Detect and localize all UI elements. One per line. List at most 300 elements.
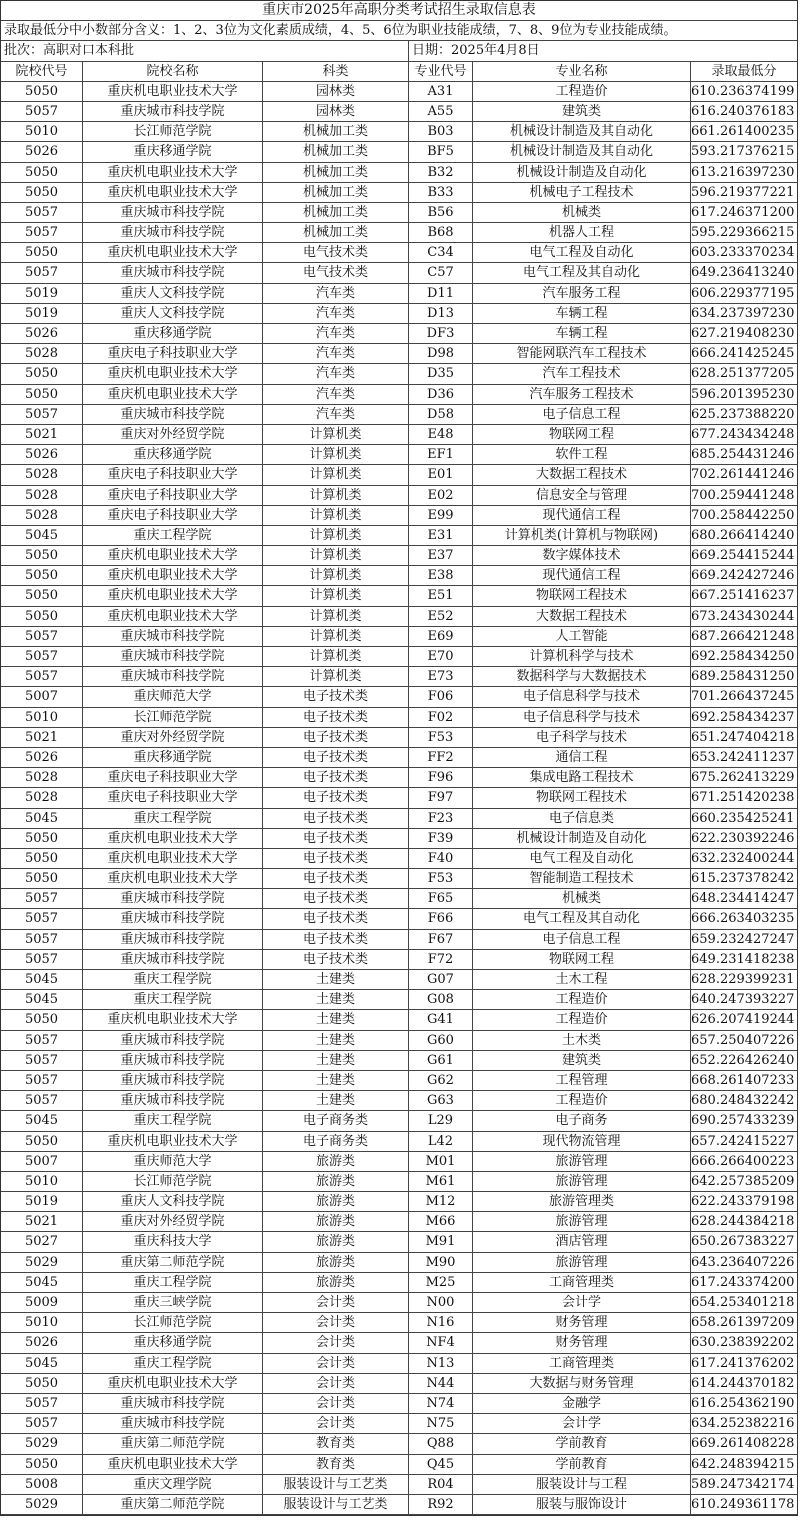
cell-category: 计算机类 [263,647,409,666]
table-row [1,1495,797,1515]
cell-min-score: 700.259441248 [691,487,795,503]
cell-school-code: 5050 [1,364,83,383]
cell-category: 土建类 [263,1091,409,1110]
cell-major-name: 土木类 [473,1031,691,1050]
cell-major-name: 旅游管理 [473,1253,691,1272]
cell-min-score: 657.242415227 [691,1133,795,1149]
cell-major-name: 物联网工程 [473,425,691,444]
cell-school-code: 5057 [1,889,83,908]
cell-major-name: 电子科学与技术 [473,728,691,747]
cell-category: 计算机类 [263,425,409,444]
cell-school-code: 5045 [1,990,83,1009]
cell-major-name: 工商管理类 [473,1354,691,1373]
cell-min-score: 634.252382216 [691,1416,795,1432]
cell-category: 会计类 [263,1354,409,1373]
cell-school-name: 重庆城市科技学院 [83,909,263,928]
cell-major-code: G41 [409,1010,473,1029]
table-row [1,970,797,990]
cell-major-name: 电气工程及自动化 [473,849,691,868]
cell-min-score: 614.244370182 [691,1375,795,1391]
cell-major-name: 机器人工程 [473,223,691,242]
cell-min-score: 610.249361178 [691,1496,795,1512]
cell-school-name: 重庆人文科技学院 [83,284,263,303]
cell-school-code: 5021 [1,1212,83,1231]
cell-school-name: 重庆工程学院 [83,990,263,1009]
cell-school-code: 5057 [1,1051,83,1070]
cell-category: 旅游类 [263,1172,409,1191]
cell-school-name: 重庆机电职业技术大学 [83,385,263,404]
cell-category: 计算机类 [263,526,409,545]
cell-category: 机械加工类 [263,122,409,141]
cell-school-code: 5045 [1,1354,83,1373]
cell-major-name: 电子信息工程 [473,405,691,424]
cell-major-code: E51 [409,586,473,605]
table-row [1,869,797,889]
cell-min-score: 659.232427247 [691,931,795,947]
cell-major-code: E73 [409,667,473,686]
cell-min-score: 625.237388220 [691,406,795,422]
batch-label: 批次：高职对口本科批 [1,41,409,60]
cell-category: 电子技术类 [263,849,409,868]
cell-category: 计算机类 [263,465,409,484]
table-row [1,425,797,445]
cell-school-name: 重庆机电职业技术大学 [83,1010,263,1029]
cell-major-code: M91 [409,1232,473,1251]
cell-category: 电子技术类 [263,708,409,727]
cell-school-code: 5010 [1,122,83,141]
table-row [1,344,797,364]
cell-school-name: 重庆电子科技职业大学 [83,768,263,787]
cell-school-code: 5028 [1,768,83,787]
cell-school-code: 5057 [1,1414,83,1433]
cell-category: 会计类 [263,1313,409,1332]
cell-major-name: 机械电子工程技术 [473,183,691,202]
cell-major-name: 机械类 [473,889,691,908]
cell-school-code: 5009 [1,1293,83,1312]
cell-school-name: 重庆人文科技学院 [83,304,263,323]
table-row [1,647,797,667]
cell-category: 会计类 [263,1333,409,1352]
cell-school-name: 重庆机电职业技术大学 [83,607,263,626]
cell-school-code: 5029 [1,1495,83,1514]
cell-school-code: 5050 [1,163,83,182]
cell-min-score: 643.236407226 [691,1254,795,1270]
cell-major-code: D35 [409,364,473,383]
table-row [1,1172,797,1192]
cell-major-name: 服装与服饰设计 [473,1495,691,1514]
cell-major-name: 会计学 [473,1414,691,1433]
cell-major-code: Q45 [409,1455,473,1474]
table-row [1,506,797,526]
cell-school-name: 重庆对外经贸学院 [83,425,263,444]
cell-category: 旅游类 [263,1152,409,1171]
cell-major-name: 机械设计制造及其自动化 [473,142,691,161]
cell-category: 电子商务类 [263,1111,409,1130]
cell-major-code: A55 [409,102,473,121]
cell-category: 计算机类 [263,627,409,646]
cell-major-code: R04 [409,1475,473,1494]
cell-major-code: F72 [409,950,473,969]
cell-min-score: 628.229399231 [691,972,795,987]
cell-major-code: M66 [409,1212,473,1231]
cell-min-score: 649.236413240 [691,265,795,281]
table-row [1,526,797,546]
cell-major-code: F40 [409,849,473,868]
cell-category: 服装设计与工艺类 [263,1495,409,1514]
cell-category: 机械加工类 [263,142,409,161]
table-row [1,284,797,304]
cell-min-score: 616.240376183 [691,103,795,119]
cell-min-score: 617.246371200 [691,204,795,220]
table-row [1,1232,797,1252]
cell-major-code: A31 [409,82,473,101]
cell-major-code: B68 [409,223,473,242]
cell-school-code: 5045 [1,1111,83,1130]
cell-major-name: 电气工程及其自动化 [473,909,691,928]
cell-category: 汽车类 [263,284,409,303]
cell-major-name: 大数据工程技术 [473,465,691,484]
cell-major-name: 物联网工程技术 [473,788,691,807]
cell-category: 会计类 [263,1394,409,1413]
table-row [1,1253,797,1273]
cell-min-score: 700.258442250 [691,507,795,523]
cell-major-name: 学前教育 [473,1455,691,1474]
cell-major-name: 工程造价 [473,1091,691,1110]
cell-category: 教育类 [263,1434,409,1453]
cell-school-name: 重庆城市科技学院 [83,1394,263,1413]
cell-school-name: 重庆三峡学院 [83,1293,263,1312]
cell-major-name: 学前教育 [473,1434,691,1453]
cell-school-code: 5019 [1,1192,83,1211]
cell-major-name: 物联网工程技术 [473,586,691,605]
cell-school-name: 重庆第二师范学院 [83,1434,263,1453]
cell-school-code: 5057 [1,1071,83,1090]
cell-major-name: 数据科学与大数据技术 [473,667,691,686]
cell-category: 土建类 [263,1010,409,1029]
cell-school-name: 重庆城市科技学院 [83,263,263,282]
cell-category: 计算机类 [263,667,409,686]
cell-school-code: 5026 [1,748,83,767]
cell-school-name: 重庆电子科技职业大学 [83,486,263,505]
cell-min-score: 669.242427246 [691,568,795,584]
cell-major-code: D98 [409,344,473,363]
cell-school-code: 5050 [1,385,83,404]
table-row [1,667,797,687]
cell-min-score: 627.219408230 [691,326,795,341]
header-major-name: 专业名称 [473,62,691,81]
cell-major-name: 电子信息科学与技术 [473,687,691,706]
cell-major-name: 建筑类 [473,102,691,121]
cell-category: 汽车类 [263,385,409,404]
batch-row [1,41,797,61]
cell-category: 电子技术类 [263,909,409,928]
cell-school-code: 5057 [1,1031,83,1050]
cell-major-name: 机械设计制造及自动化 [473,829,691,848]
cell-school-name: 重庆工程学院 [83,970,263,989]
cell-school-code: 5028 [1,506,83,525]
cell-min-score: 617.243374200 [691,1274,795,1290]
cell-school-name: 重庆工程学院 [83,809,263,828]
cell-school-name: 重庆电子科技职业大学 [83,344,263,363]
cell-major-code: E31 [409,526,473,545]
cell-min-score: 690.257433239 [691,1113,795,1129]
header-min-score: 录取最低分 [711,63,777,79]
table-row [1,627,797,647]
cell-school-name: 重庆城市科技学院 [83,647,263,666]
table-row [1,324,797,344]
table-row [1,163,797,183]
cell-category: 汽车类 [263,405,409,424]
cell-school-name: 重庆机电职业技术大学 [83,586,263,605]
cell-school-name: 重庆对外经贸学院 [83,1212,263,1231]
cell-min-score: 650.267383227 [691,1234,795,1250]
cell-min-score: 616.254362190 [691,1395,795,1411]
header-major-code: 专业代号 [409,62,473,81]
cell-major-name: 机械设计制造及其自动化 [473,122,691,141]
cell-major-name: 建筑类 [473,1051,691,1070]
cell-major-code: C34 [409,243,473,262]
cell-min-score: 603.233370234 [691,245,795,261]
cell-school-name: 重庆师范大学 [83,1152,263,1171]
cell-school-code: 5026 [1,445,83,464]
cell-school-code: 5050 [1,183,83,202]
cell-major-code: F39 [409,829,473,848]
cell-major-code: E01 [409,465,473,484]
cell-category: 机械加工类 [263,223,409,242]
cell-school-name: 重庆师范大学 [83,687,263,706]
cell-school-code: 5057 [1,223,83,242]
table-row [1,546,797,566]
cell-category: 园林类 [263,102,409,121]
cell-school-code: 5057 [1,667,83,686]
cell-major-code: F96 [409,768,473,787]
cell-min-score: 657.250407226 [691,1032,795,1048]
cell-school-code: 5050 [1,546,83,565]
cell-category: 土建类 [263,1051,409,1070]
table-row [1,1152,797,1172]
cell-major-code: EF1 [409,445,473,464]
cell-school-name: 重庆城市科技学院 [83,627,263,646]
cell-school-code: 5019 [1,304,83,323]
cell-min-score: 596.201395230 [691,386,795,402]
cell-category: 会计类 [263,1414,409,1433]
cell-school-name: 重庆机电职业技术大学 [83,82,263,101]
cell-min-score: 668.261407233 [691,1072,795,1088]
table-row [1,1434,797,1454]
cell-min-score: 680.266414240 [691,527,795,543]
cell-min-score: 661.261400235 [691,124,795,140]
cell-major-code: M01 [409,1152,473,1171]
cell-category: 计算机类 [263,586,409,605]
cell-major-name: 电子商务 [473,1111,691,1130]
cell-category: 土建类 [263,970,409,989]
cell-school-name: 重庆移通学院 [83,748,263,767]
cell-school-name: 长江师范学院 [83,122,263,141]
table-row [1,1111,797,1131]
table-row [1,1374,797,1394]
cell-school-name: 重庆城市科技学院 [83,405,263,424]
cell-major-code: DF3 [409,324,473,343]
cell-major-code: E02 [409,486,473,505]
cell-min-score: 666.263403235 [691,911,795,927]
cell-major-name: 信息安全与管理 [473,486,691,505]
table-row [1,122,797,142]
cell-major-code: D11 [409,284,473,303]
cell-major-name: 电子信息工程 [473,930,691,949]
cell-school-name: 重庆科技大学 [83,1232,263,1251]
cell-school-code: 5050 [1,1455,83,1474]
cell-school-code: 5045 [1,809,83,828]
cell-min-score: 622.230392246 [691,830,795,846]
cell-category: 电子技术类 [263,829,409,848]
cell-category: 土建类 [263,990,409,1009]
cell-min-score: 606.229377195 [691,285,795,301]
cell-school-code: 5050 [1,1132,83,1151]
cell-major-name: 旅游管理类 [473,1192,691,1211]
cell-school-code: 5027 [1,1232,83,1251]
cell-major-code: Q88 [409,1434,473,1453]
cell-school-name: 长江师范学院 [83,708,263,727]
table-row [1,1091,797,1111]
cell-min-score: 589.247342174 [691,1476,795,1492]
cell-category: 电子技术类 [263,687,409,706]
cell-school-code: 5057 [1,203,83,222]
table-row [1,809,797,829]
cell-major-name: 现代物流管理 [473,1132,691,1151]
cell-major-code: E37 [409,546,473,565]
cell-category: 电子技术类 [263,788,409,807]
cell-major-name: 大数据与财务管理 [473,1374,691,1393]
cell-category: 电子技术类 [263,768,409,787]
cell-school-name: 重庆人文科技学院 [83,1192,263,1211]
cell-major-code: F53 [409,728,473,747]
cell-category: 机械加工类 [263,183,409,202]
cell-major-code: N13 [409,1354,473,1373]
cell-school-code: 5045 [1,526,83,545]
table-row [1,1071,797,1091]
header-row [1,62,797,82]
cell-major-name: 电子信息科学与技术 [473,708,691,727]
cell-school-code: 5057 [1,1394,83,1413]
cell-major-name: 工程造价 [473,990,691,1009]
cell-major-code: B03 [409,122,473,141]
cell-min-score: 634.237397230 [691,305,795,321]
cell-category: 电子技术类 [263,930,409,949]
cell-school-code: 5029 [1,1253,83,1272]
table-row [1,1031,797,1051]
header-school-name: 院校名称 [83,62,263,81]
cell-major-name: 机械类 [473,203,691,222]
cell-major-name: 财务管理 [473,1313,691,1332]
cell-category: 电气技术类 [263,243,409,262]
cell-min-score: 628.244384218 [691,1214,795,1230]
cell-major-name: 计算机类(计算机与物联网) [473,526,691,545]
cell-category: 服装设计与工艺类 [263,1475,409,1494]
table-row [1,1293,797,1313]
cell-major-code: M61 [409,1172,473,1191]
cell-major-code: D36 [409,385,473,404]
cell-major-code: N75 [409,1414,473,1433]
cell-min-score: 671.251420238 [691,790,795,806]
cell-major-name: 车辆工程 [473,324,691,343]
table-row [1,263,797,283]
cell-major-name: 软件工程 [473,445,691,464]
cell-major-name: 酒店管理 [473,1232,691,1251]
cell-school-name: 重庆城市科技学院 [83,1071,263,1090]
table-row [1,768,797,788]
table-row [1,687,797,707]
cell-min-score: 680.248432242 [691,1093,795,1109]
cell-category: 旅游类 [263,1273,409,1292]
cell-min-score: 667.251416237 [691,588,795,604]
cell-school-name: 重庆机电职业技术大学 [83,1132,263,1151]
cell-category: 电子商务类 [263,1132,409,1151]
table-row [1,1273,797,1293]
cell-school-name: 重庆电子科技职业大学 [83,465,263,484]
cell-major-code: F23 [409,809,473,828]
cell-major-code: M12 [409,1192,473,1211]
cell-category: 汽车类 [263,324,409,343]
cell-major-name: 电气工程及其自动化 [473,263,691,282]
table-row [1,990,797,1010]
cell-min-score: 622.243379198 [691,1194,795,1210]
cell-school-name: 重庆城市科技学院 [83,223,263,242]
table-row [1,909,797,929]
cell-major-name: 财务管理 [473,1333,691,1352]
cell-min-score: 687.266421248 [691,628,795,644]
cell-major-name: 工程造价 [473,82,691,101]
cell-category: 计算机类 [263,566,409,585]
cell-school-code: 5008 [1,1475,83,1494]
cell-school-name: 重庆城市科技学院 [83,667,263,686]
cell-category: 汽车类 [263,344,409,363]
cell-school-code: 5050 [1,1010,83,1029]
table-row [1,950,797,970]
cell-major-name: 现代通信工程 [473,506,691,525]
cell-major-name: 集成电路工程技术 [473,768,691,787]
table-row [1,1475,797,1495]
cell-school-code: 5028 [1,486,83,505]
cell-major-code: NF4 [409,1333,473,1352]
cell-major-code: N16 [409,1313,473,1332]
cell-school-name: 重庆第二师范学院 [83,1253,263,1272]
table-row [1,566,797,586]
table-row [1,829,797,849]
cell-major-code: G08 [409,990,473,1009]
cell-category: 土建类 [263,1031,409,1050]
cell-min-score: 677.243434248 [691,426,795,442]
cell-min-score: 595.229366215 [691,225,795,241]
table-row [1,1394,797,1414]
cell-major-name: 旅游管理 [473,1152,691,1171]
cell-major-code: N00 [409,1293,473,1312]
cell-min-score: 615.237378242 [691,871,795,887]
cell-min-score: 596.219377221 [691,184,795,200]
cell-major-code: D13 [409,304,473,323]
table-body [1,82,797,1515]
cell-category: 电子技术类 [263,748,409,767]
cell-min-score: 675.262413229 [691,770,795,786]
table-row [1,1455,797,1475]
cell-school-name: 重庆机电职业技术大学 [83,1455,263,1474]
cell-category: 汽车类 [263,364,409,383]
cell-school-name: 重庆城市科技学院 [83,1414,263,1433]
cell-min-score: 630.238392202 [691,1335,795,1351]
cell-school-name: 重庆电子科技职业大学 [83,788,263,807]
cell-major-code: E69 [409,627,473,646]
cell-major-code: R92 [409,1495,473,1514]
cell-category: 电子技术类 [263,889,409,908]
